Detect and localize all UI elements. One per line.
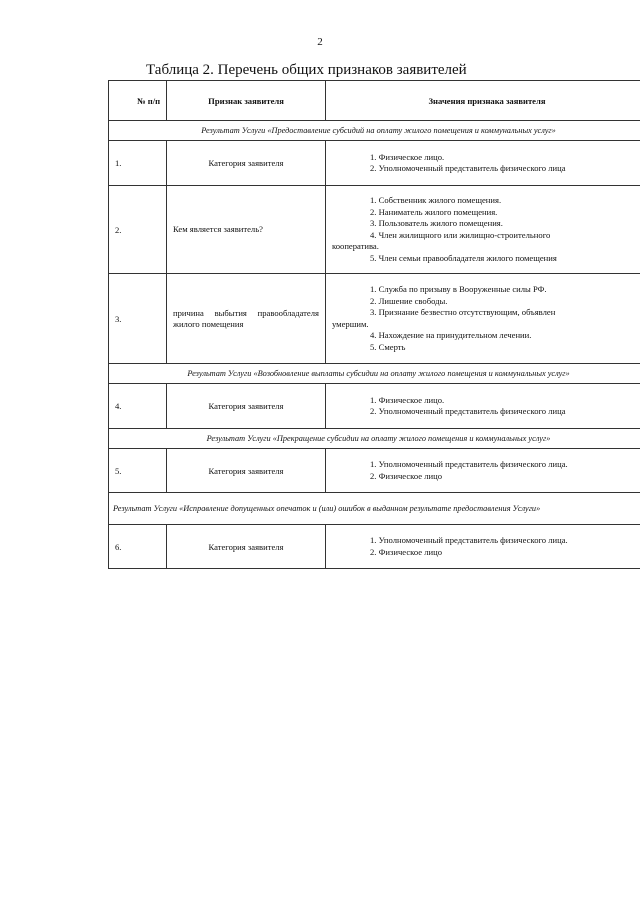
- value-item: 3. Пользователь жилого помещения.: [370, 218, 503, 228]
- row-number: 1.: [109, 141, 167, 186]
- applicant-features-table: [108, 80, 640, 569]
- result-label: Результат Услуги «Прекращение субсидии на оплату жилого помещения и коммунальных услуг»: [109, 429, 640, 449]
- header-feature: Признак заявителя: [167, 81, 326, 121]
- table-row: [109, 525, 640, 569]
- table-row: [109, 186, 640, 274]
- result-label: Результат Услуги «Возобновление выплаты субсидии на оплату жилого помещения и коммунальных услуг»: [109, 364, 640, 384]
- row-feature: Кем является заявитель?: [167, 186, 326, 274]
- table-header-row: [109, 81, 640, 121]
- value-item: 3. Признание безвестно отсутствующим, объявлен: [370, 307, 556, 317]
- header-num: № п/п: [109, 81, 167, 121]
- row-feature: Категория заявителя: [167, 449, 326, 493]
- value-item: 1. Собственник жилого помещения.: [370, 195, 502, 205]
- table-row: [109, 384, 640, 429]
- row-values: [326, 525, 640, 569]
- value-item: 1. Уполномоченный представитель физического лица.: [370, 459, 568, 469]
- value-item: 2. Наниматель жилого помещения.: [370, 206, 498, 217]
- table-row: [109, 274, 640, 364]
- value-item: 2. Физическое лицо: [370, 470, 443, 481]
- row-values: [326, 449, 640, 493]
- value-item: 2. Уполномоченный представитель физического лица: [370, 163, 566, 173]
- row-feature: Категория заявителя: [167, 525, 326, 569]
- table-title: Таблица 2. Перечень общих признаков заявителей: [146, 62, 467, 78]
- table-row: [109, 141, 640, 186]
- value-item: 4. Нахождение на принудительном лечении.: [370, 330, 532, 340]
- result-label: Результат Услуги «Исправление допущенных опечаток и (или) ошибок в выданном результате предоставления Услуги»: [109, 493, 640, 525]
- value-item: умершим.: [332, 318, 369, 329]
- value-item: 1. Служба по призыву в Вооруженные силы РФ.: [370, 284, 547, 294]
- page-number: 2: [317, 36, 323, 48]
- row-values: [326, 274, 640, 364]
- result-row: [109, 121, 640, 141]
- row-number: 2.: [109, 186, 167, 274]
- result-row: [109, 429, 640, 449]
- table-row: [109, 449, 640, 493]
- row-feature: Категория заявителя: [167, 384, 326, 429]
- row-number: 3.: [109, 274, 167, 364]
- row-number: 4.: [109, 384, 167, 429]
- value-item: 2. Лишение свободы.: [370, 295, 448, 306]
- value-item: 5. Смерть: [370, 341, 406, 352]
- row-number: 5.: [109, 449, 167, 493]
- value-item: 1. Физическое лицо.: [370, 394, 445, 405]
- value-item: 2. Уполномоченный представитель физического лица: [370, 406, 566, 416]
- row-feature: Категория заявителя: [167, 141, 326, 186]
- value-item: 2. Физическое лицо: [370, 546, 443, 557]
- value-item: 1. Физическое лицо.: [370, 151, 445, 162]
- result-row: [109, 493, 640, 525]
- result-label: Результат Услуги «Предоставление субсидий на оплату жилого помещения и коммунальных услуг»: [109, 121, 640, 141]
- value-item: 4. Член жилищного или жилищно-строительного: [370, 229, 551, 240]
- row-values: [326, 384, 640, 429]
- value-item: кооператива.: [332, 241, 379, 251]
- row-values: [326, 141, 640, 186]
- value-item: 1. Уполномоченный представитель физического лица.: [370, 535, 568, 545]
- row-number: 6.: [109, 525, 167, 569]
- row-feature: причина выбытия правообладателя жилого помещения: [167, 274, 326, 364]
- header-values: Значения признака заявителя: [326, 81, 640, 121]
- result-row: [109, 364, 640, 384]
- value-item: 5. Член семьи правообладателя жилого помещения: [370, 252, 557, 263]
- row-values: [326, 186, 640, 274]
